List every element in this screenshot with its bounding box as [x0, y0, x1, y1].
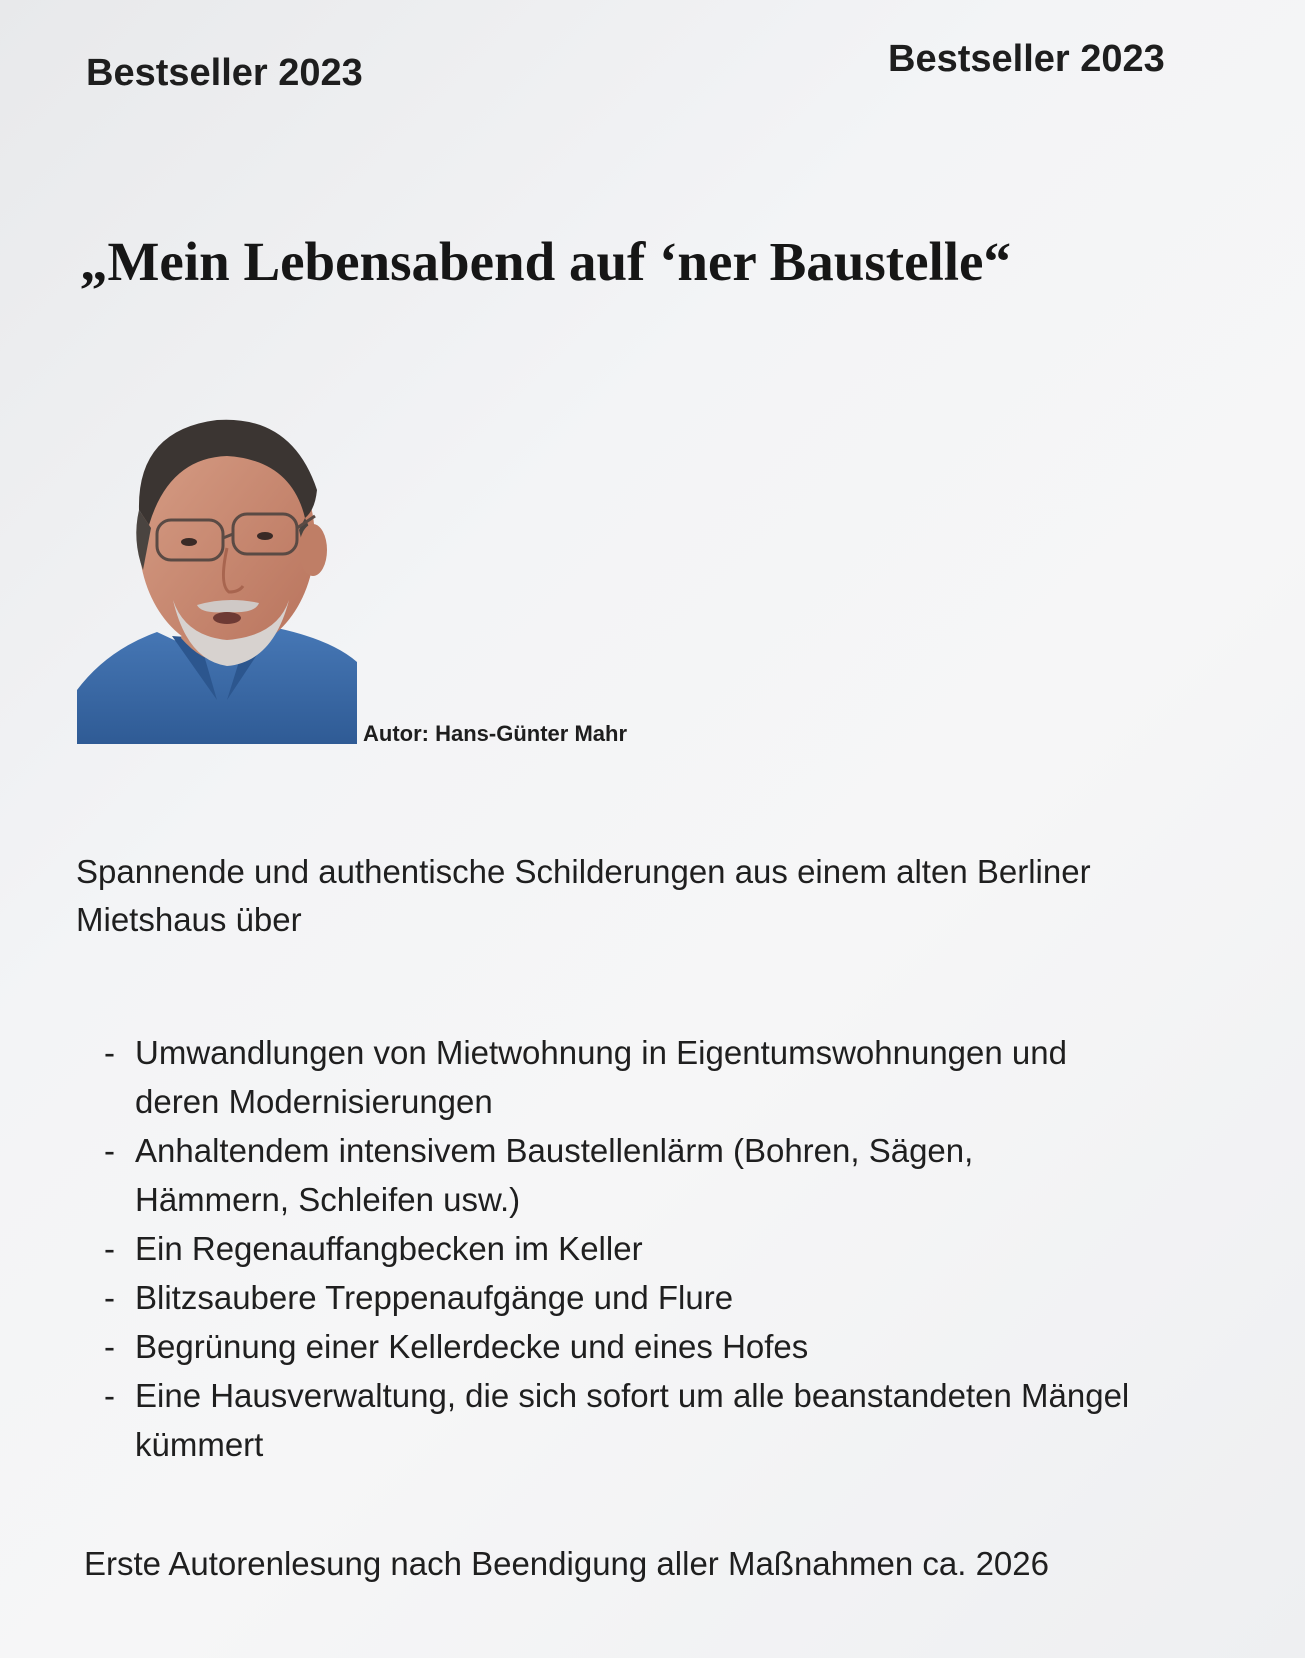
list-bullet: -: [104, 1328, 115, 1365]
list-item-line-2: deren Modernisierungen: [135, 1083, 493, 1120]
bestseller-badge-right: Bestseller 2023: [888, 38, 1165, 80]
intro-line-1: Spannende und authentische Schilderungen aus einem alten Berliner: [76, 853, 1091, 890]
reading-announcement: Erste Autorenlesung nach Beendigung aller Maßnahmen ca. 2026: [84, 1545, 1049, 1582]
list-item-line-1: Eine Hausverwaltung, die sich sofort um alle beanstandeten Mängel: [135, 1377, 1130, 1414]
list-item: [100, 1371, 1280, 1469]
list-bullet: -: [104, 1034, 115, 1071]
list-item: [100, 1028, 1280, 1126]
list-item: [100, 1322, 1280, 1371]
list-item-line-1: Ein Regenauffangbecken im Keller: [135, 1230, 643, 1267]
list-item: [100, 1224, 1280, 1273]
topic-list: [100, 1028, 1280, 1469]
list-item: [100, 1273, 1280, 1322]
book-title: „Mein Lebensabend auf ‘ner Baustelle“: [80, 231, 1011, 292]
list-item-line-2: Hämmern, Schleifen usw.): [135, 1181, 521, 1218]
list-bullet: -: [104, 1230, 115, 1267]
bestseller-badge-left: Bestseller 2023: [86, 52, 363, 94]
list-item-line-1: Blitzsaubere Treppenaufgänge und Flure: [135, 1279, 734, 1316]
list-bullet: -: [104, 1279, 115, 1316]
author-portrait-image: [77, 400, 357, 744]
list-item-line-1: Anhaltendem intensivem Baustellenlärm (Bohren, Sägen,: [135, 1132, 974, 1169]
list-item-line-1: Begrünung einer Kellerdecke und eines Hofes: [135, 1328, 809, 1365]
list-item: [100, 1126, 1280, 1224]
author-caption: Autor: Hans-Günter Mahr: [363, 721, 627, 746]
intro-paragraph: [76, 848, 1226, 944]
list-bullet: -: [104, 1377, 115, 1414]
intro-line-2: Mietshaus über: [76, 901, 302, 938]
list-bullet: -: [104, 1132, 115, 1169]
list-item-line-2: kümmert: [135, 1426, 264, 1463]
list-item-line-1: Umwandlungen von Mietwohnung in Eigentumswohnungen und: [135, 1034, 1067, 1071]
